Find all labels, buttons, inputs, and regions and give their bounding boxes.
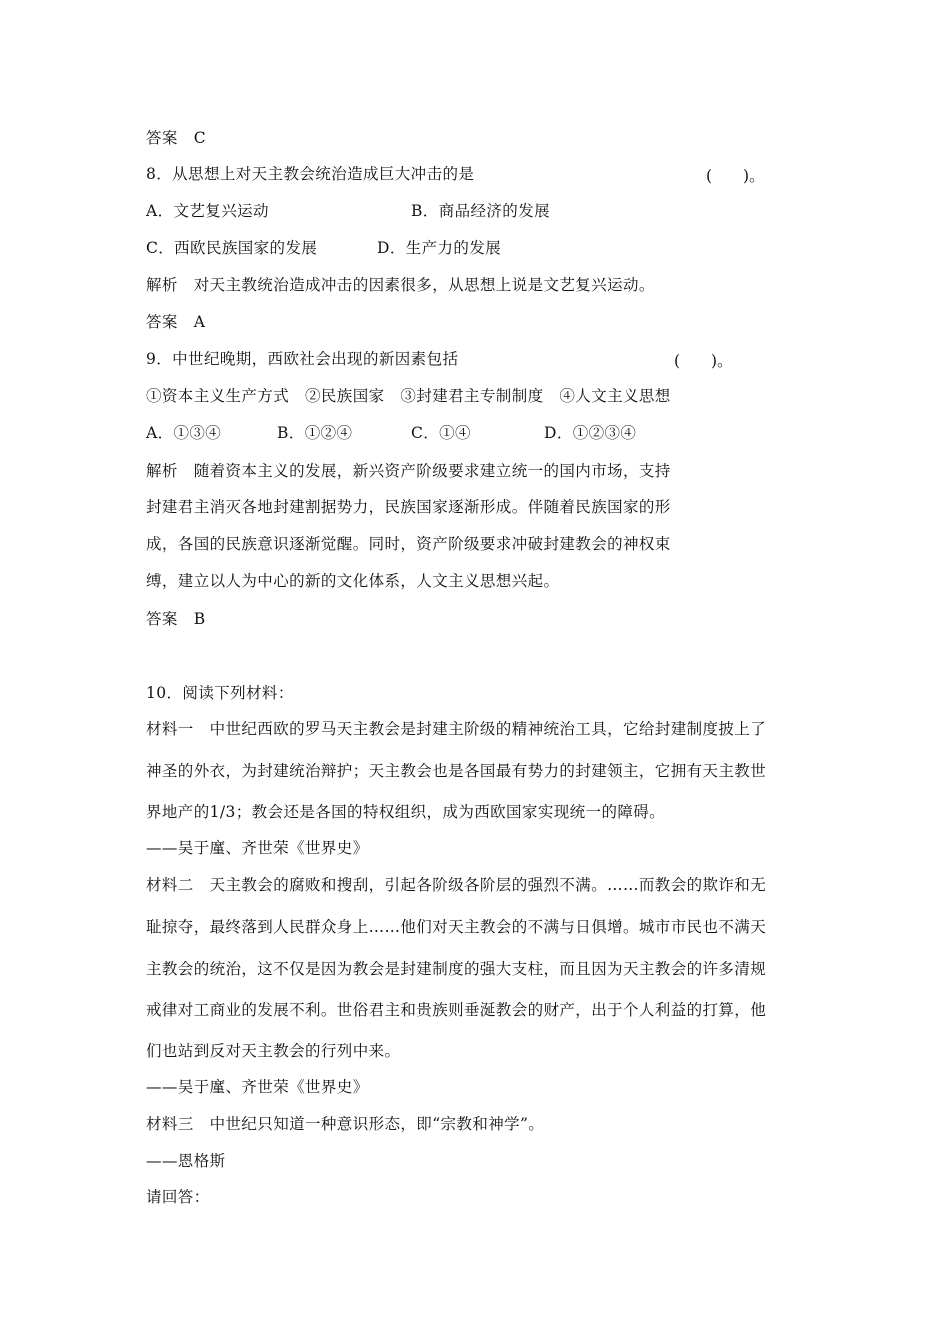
material2-line-5: 们也站到反对天主教会的行列中来。 xyxy=(146,1042,401,1060)
q9-option-c: C．①④ xyxy=(411,424,471,442)
material2-line-1: 材料二 天主教会的腐败和搜刮，引起各阶级各阶层的强烈不满。……而教会的欺诈和无 xyxy=(146,876,767,894)
q10-prompt: 请回答： xyxy=(146,1188,210,1206)
q9-analysis-line-1: 解析 随着资本主义的发展，新兴资产阶级要求建立统一的国内市场，支持 xyxy=(146,462,671,480)
q7-answer: 答案 C xyxy=(146,129,206,147)
material1-line-3: 界地产的1/3；教会还是各国的特权组织，成为西欧国家实现统一的障碍。 xyxy=(146,803,666,821)
q8-answer-blank: ( )。 xyxy=(706,167,765,185)
q8-answer: 答案 A xyxy=(146,313,206,331)
q9-analysis-line-4: 缚，建立以人为中心的新的文化体系，人文主义思想兴起。 xyxy=(146,572,560,590)
material2-line-2: 耻掠夺，最终落到人民群众身上……他们对天主教会的不满与日俱增。城市市民也不满天 xyxy=(146,918,767,936)
q8-option-a: A．文艺复兴运动 xyxy=(146,202,269,220)
q9-items: ①资本主义生产方式 ②民族国家 ③封建君主专制制度 ④人文主义思想 xyxy=(146,387,671,405)
material1-source: ——吴于廑、齐世荣《世界史》 xyxy=(146,839,369,857)
material3-source: ——恩格斯 xyxy=(146,1152,226,1170)
q8-option-b: B．商品经济的发展 xyxy=(411,202,550,220)
q8-option-c: C．西欧民族国家的发展 xyxy=(146,239,318,257)
q9-answer: 答案 B xyxy=(146,610,206,628)
q10-stem: 10．阅读下列材料： xyxy=(146,684,294,702)
material1-line-1: 材料一 中世纪西欧的罗马天主教会是封建主阶级的精神统治工具，它给封建制度披上了 xyxy=(146,720,767,738)
material2-line-3: 主教会的统治，这不仅是因为教会是封建制度的强大支柱，而且因为天主教会的许多清规 xyxy=(146,960,767,978)
q8-stem: 8．从思想上对天主教会统治造成巨大冲击的是 xyxy=(146,165,475,183)
q9-option-b: B．①②④ xyxy=(277,424,353,442)
q9-option-d: D．①②③④ xyxy=(544,424,637,442)
q9-analysis-line-3: 成，各国的民族意识逐渐觉醒。同时，资产阶级要求冲破封建教会的神权束 xyxy=(146,535,671,553)
q9-answer-blank: ( )。 xyxy=(674,352,733,370)
q9-analysis-line-2: 封建君主消灭各地封建割据势力，民族国家逐渐形成。伴随着民族国家的形 xyxy=(146,498,671,516)
material1-line-2: 神圣的外衣，为封建统治辩护；天主教会也是各国最有势力的封建领主，它拥有天主教世 xyxy=(146,762,767,780)
q8-analysis: 解析 对天主教统治造成冲击的因素很多，从思想上说是文艺复兴运动。 xyxy=(146,276,655,294)
q9-stem: 9．中世纪晚期，西欧社会出现的新因素包括 xyxy=(146,350,459,368)
q9-option-a: A．①③④ xyxy=(146,424,222,442)
material2-source: ——吴于廑、齐世荣《世界史》 xyxy=(146,1078,369,1096)
material3: 材料三 中世纪只知道一种意识形态，即“宗教和神学”。 xyxy=(146,1115,545,1133)
material2-line-4: 戒律对工商业的发展不利。世俗君主和贵族则垂涎教会的财产，出于个人利益的打算，他 xyxy=(146,1001,767,1019)
q8-option-d: D．生产力的发展 xyxy=(377,239,502,257)
